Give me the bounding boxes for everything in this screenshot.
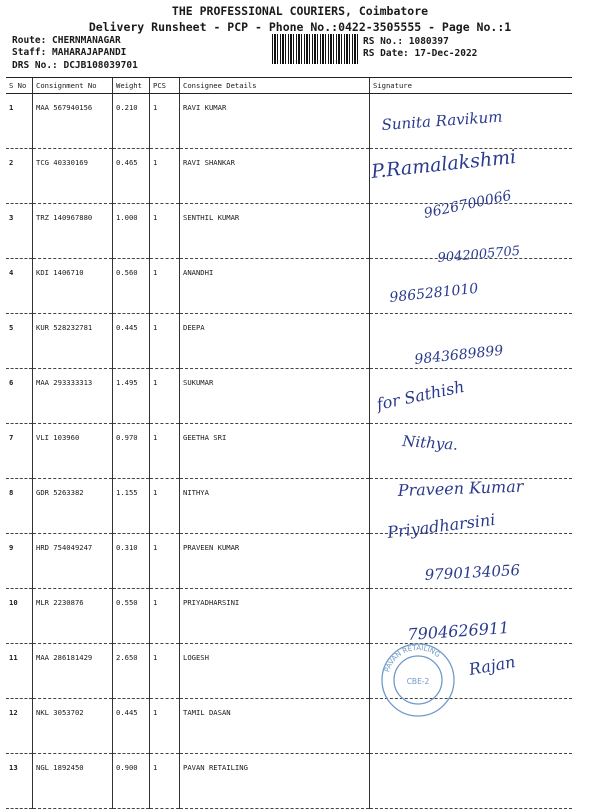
handwritten-signature: Sunita Ravikum	[381, 107, 503, 134]
table-row	[6, 149, 572, 204]
handwritten-signature: 9626700066	[422, 187, 513, 222]
stamp-center-text: CBE-2	[406, 677, 430, 686]
consignment-number: MAA 286181429	[33, 644, 113, 699]
consignment-number: TRZ 140967880	[33, 204, 113, 259]
table-row	[6, 314, 572, 369]
table-row	[6, 369, 572, 424]
table-row	[6, 204, 572, 259]
weight-value: 0.210	[113, 94, 150, 149]
consignment-number: KUR 528232781	[33, 314, 113, 369]
pcs-value: 1	[150, 149, 180, 204]
handwritten-signature: 9042005705	[437, 243, 521, 266]
table-row	[6, 644, 572, 699]
signature-cell	[370, 94, 573, 149]
table-row	[6, 589, 572, 644]
serial-number: 10	[6, 589, 33, 644]
serial-number: 2	[6, 149, 33, 204]
rs-number: RS No.: 1080397	[363, 36, 449, 47]
table-row	[6, 259, 572, 314]
serial-number: 3	[6, 204, 33, 259]
table-row	[6, 424, 572, 479]
weight-value: 0.550	[113, 589, 150, 644]
serial-number: 13	[6, 754, 33, 809]
consignee-name: RAVI KUMAR	[180, 94, 370, 149]
consignee-name: PAVAN RETAILING	[180, 754, 370, 809]
consignee-name: NITHYA	[180, 479, 370, 534]
serial-number: 11	[6, 644, 33, 699]
pcs-value: 1	[150, 424, 180, 479]
runsheet-subtitle: Delivery Runsheet - PCP - Phone No.:0422-3505555 - Page No.:1	[88, 20, 512, 34]
consignment-number: MAA 293333313	[33, 369, 113, 424]
signature-cell	[370, 424, 573, 479]
handwritten-signature: 9865281010	[388, 280, 480, 306]
table-row	[6, 534, 572, 589]
signature-cell	[370, 476, 573, 534]
rs-date: RS Date: 17-Dec-2022	[363, 48, 478, 59]
consignment-number: NKL 3053702	[33, 699, 113, 754]
handwritten-signature: Priyadharsini	[386, 509, 497, 542]
handwritten-signature: Rajan	[467, 652, 517, 679]
serial-number: 1	[6, 94, 33, 149]
pcs-value: 1	[150, 644, 180, 699]
pcs-value: 1	[150, 94, 180, 149]
serial-number: 7	[6, 424, 33, 479]
weight-value: 0.310	[113, 534, 150, 589]
consignee-name: GEETHA SRI	[180, 424, 370, 479]
consignee-name: SENTHIL KUMAR	[180, 204, 370, 259]
pcs-value: 1	[150, 534, 180, 589]
signature-cell	[370, 699, 573, 754]
signature-cell	[370, 204, 573, 259]
weight-value: 1.155	[113, 479, 150, 534]
weight-value: 0.970	[113, 424, 150, 479]
consignment-number: NGL 1892450	[33, 754, 113, 809]
col-header-sno: S No	[6, 78, 33, 94]
signature-cell	[370, 644, 573, 699]
table-row	[6, 479, 572, 534]
col-header-consignment: Consignment No	[33, 78, 113, 94]
consignment-number: VLI 103960	[33, 424, 113, 479]
table-row	[6, 699, 572, 754]
route-label: Route: CHERNMANAGAR	[12, 35, 121, 46]
handwritten-signature: 9843689899	[413, 342, 505, 368]
serial-number: 6	[6, 369, 33, 424]
pcs-value: 1	[150, 259, 180, 314]
serial-number: 12	[6, 699, 33, 754]
consignee-name: PRAVEEN KUMAR	[180, 534, 370, 589]
consignment-number: TCG 40330169	[33, 149, 113, 204]
pcs-value: 1	[150, 204, 180, 259]
weight-value: 1.495	[113, 369, 150, 424]
weight-value: 0.445	[113, 314, 150, 369]
col-header-pcs: PCS	[150, 78, 180, 94]
staff-label: Staff: MAHARAJAPANDI	[12, 47, 127, 58]
consignee-name: DEEPA	[180, 314, 370, 369]
signature-cell	[370, 754, 573, 809]
signature-cell	[370, 259, 573, 314]
handwritten-signature: for Sathish	[374, 376, 467, 414]
signature-cell	[370, 589, 573, 644]
pcs-value: 1	[150, 699, 180, 754]
table-row	[6, 94, 572, 149]
drs-number: DRS No.: DCJB108039701	[12, 60, 138, 71]
handwritten-signature: Praveen Kumar	[397, 476, 524, 500]
serial-number: 4	[6, 259, 33, 314]
table-row	[6, 754, 572, 809]
col-header-consignee: Consignee Details	[180, 78, 370, 94]
weight-value: 0.900	[113, 754, 150, 809]
serial-number: 9	[6, 534, 33, 589]
weight-value: 2.650	[113, 644, 150, 699]
runsheet-title: THE PROFESSIONAL COURIERS, Coimbatore	[171, 4, 429, 18]
weight-value: 0.560	[113, 259, 150, 314]
consignment-number: HRD 754049247	[33, 534, 113, 589]
consignment-number: MAA 567940156	[33, 94, 113, 149]
handwritten-signature: 9790134056	[424, 561, 521, 584]
consignee-name: SUKUMAR	[180, 369, 370, 424]
signature-cell	[370, 534, 573, 589]
consignment-number: KDI 1406710	[33, 259, 113, 314]
handwritten-signature: P.Ramalakshmi	[370, 145, 518, 183]
serial-number: 5	[6, 314, 33, 369]
table-header-row	[6, 78, 572, 94]
consignee-name: RAVI SHANKAR	[180, 149, 370, 204]
weight-value: 0.445	[113, 699, 150, 754]
consignee-name: LOGESH	[180, 644, 370, 699]
pcs-value: 1	[150, 369, 180, 424]
pcs-value: 1	[150, 479, 180, 534]
col-header-signature: Signature	[370, 78, 573, 94]
handwritten-signature: Nithya.	[401, 432, 459, 454]
consignee-name: TAMIL DASAN	[180, 699, 370, 754]
pcs-value: 1	[150, 589, 180, 644]
weight-value: 0.465	[113, 149, 150, 204]
signature-cell	[370, 314, 573, 369]
signature-cell	[370, 369, 573, 424]
col-header-weight: Weight	[113, 78, 150, 94]
consignee-name: ANANDHI	[180, 259, 370, 314]
handwritten-signature: 7904626911	[406, 617, 510, 644]
pcs-value: 1	[150, 754, 180, 809]
pcs-value: 1	[150, 314, 180, 369]
signature-cell	[370, 149, 573, 204]
runsheet-barcode	[272, 34, 358, 64]
runsheet-table	[6, 77, 572, 809]
stamp-text: PAVAN RETAILING	[383, 643, 442, 674]
consignment-number: GDR 5263382	[33, 479, 113, 534]
weight-value: 1.000	[113, 204, 150, 259]
consignee-name: PRIYADHARSINI	[180, 589, 370, 644]
consignment-number: MLR 2230876	[33, 589, 113, 644]
serial-number: 8	[6, 479, 33, 534]
